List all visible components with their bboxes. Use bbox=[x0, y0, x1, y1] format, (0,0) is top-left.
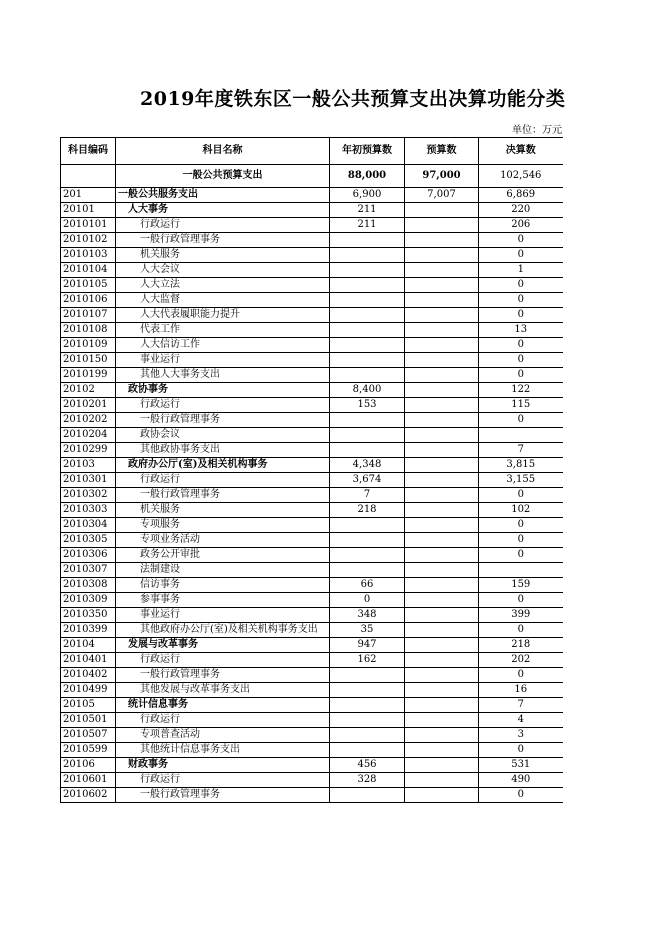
row-final: 3,815 bbox=[479, 458, 563, 473]
table-row bbox=[61, 293, 563, 308]
row-budget bbox=[405, 428, 479, 443]
row-initial-budget: 328 bbox=[330, 773, 405, 788]
row-code: 2010105 bbox=[61, 278, 116, 293]
table-row bbox=[61, 593, 563, 608]
row-name: 人大会议 bbox=[116, 263, 330, 278]
row-name: 信访事务 bbox=[116, 578, 330, 593]
row-code: 2010107 bbox=[61, 308, 116, 323]
row-code: 2010150 bbox=[61, 353, 116, 368]
table-row bbox=[61, 698, 563, 713]
row-initial-budget bbox=[330, 548, 405, 563]
row-final: 0 bbox=[479, 743, 563, 758]
row-initial-budget bbox=[330, 323, 405, 338]
row-initial-budget: 8,400 bbox=[330, 383, 405, 398]
row-name: 政协事务 bbox=[116, 383, 330, 398]
row-final: 1 bbox=[479, 263, 563, 278]
table-row bbox=[61, 398, 563, 413]
table-row bbox=[61, 338, 563, 353]
row-code: 2010101 bbox=[61, 218, 116, 233]
row-name: 人大立法 bbox=[116, 278, 330, 293]
row-final: 531 bbox=[479, 758, 563, 773]
row-code: 2010202 bbox=[61, 413, 116, 428]
table-header-row bbox=[61, 138, 563, 165]
row-code: 2010307 bbox=[61, 563, 116, 578]
row-final: 0 bbox=[479, 308, 563, 323]
row-final: 0 bbox=[479, 548, 563, 563]
row-name: 法制建设 bbox=[116, 563, 330, 578]
row-name: 一般行政管理事务 bbox=[116, 668, 330, 683]
table-row bbox=[61, 413, 563, 428]
row-code: 20103 bbox=[61, 458, 116, 473]
row-initial-budget: 3,674 bbox=[330, 473, 405, 488]
row-initial-budget bbox=[330, 443, 405, 458]
table-row bbox=[61, 743, 563, 758]
row-name: 专项业务活动 bbox=[116, 533, 330, 548]
row-budget bbox=[405, 203, 479, 218]
total-final: 102,546 bbox=[479, 165, 563, 188]
row-code: 2010501 bbox=[61, 713, 116, 728]
table-row bbox=[61, 248, 563, 263]
header-budget: 预算数 bbox=[405, 138, 479, 165]
row-final: 0 bbox=[479, 488, 563, 503]
table-row bbox=[61, 263, 563, 278]
row-budget bbox=[405, 218, 479, 233]
row-budget bbox=[405, 758, 479, 773]
row-budget bbox=[405, 533, 479, 548]
row-budget bbox=[405, 308, 479, 323]
row-name: 人大代表履职能力提升 bbox=[116, 308, 330, 323]
row-initial-budget bbox=[330, 788, 405, 803]
row-name: 其他人大事务支出 bbox=[116, 368, 330, 383]
row-budget bbox=[405, 548, 479, 563]
row-name: 其他政协事务支出 bbox=[116, 443, 330, 458]
table-row bbox=[61, 758, 563, 773]
row-budget bbox=[405, 563, 479, 578]
row-final: 0 bbox=[479, 368, 563, 383]
row-budget bbox=[405, 368, 479, 383]
row-code: 2010299 bbox=[61, 443, 116, 458]
row-name: 代表工作 bbox=[116, 323, 330, 338]
row-name: 一般行政管理事务 bbox=[116, 413, 330, 428]
table-row bbox=[61, 608, 563, 623]
row-final: 0 bbox=[479, 623, 563, 638]
row-initial-budget bbox=[330, 533, 405, 548]
row-final bbox=[479, 563, 563, 578]
row-name: 一般公共服务支出 bbox=[116, 188, 330, 203]
row-initial-budget bbox=[330, 368, 405, 383]
row-initial-budget bbox=[330, 308, 405, 323]
row-budget bbox=[405, 488, 479, 503]
row-code: 20101 bbox=[61, 203, 116, 218]
row-budget: 7,007 bbox=[405, 188, 479, 203]
row-final: 4 bbox=[479, 713, 563, 728]
row-final: 3 bbox=[479, 728, 563, 743]
row-budget bbox=[405, 608, 479, 623]
row-budget bbox=[405, 398, 479, 413]
row-final: 0 bbox=[479, 293, 563, 308]
row-final: 0 bbox=[479, 518, 563, 533]
row-name: 发展与改革事务 bbox=[116, 638, 330, 653]
budget-table bbox=[60, 137, 563, 803]
table-row bbox=[61, 443, 563, 458]
row-final: 16 bbox=[479, 683, 563, 698]
row-name: 政协会议 bbox=[116, 428, 330, 443]
row-name: 其他统计信息事务支出 bbox=[116, 743, 330, 758]
table-row bbox=[61, 503, 563, 518]
table-row bbox=[61, 308, 563, 323]
row-final: 0 bbox=[479, 668, 563, 683]
unit-label: 单位：万元 bbox=[512, 125, 562, 136]
row-initial-budget: 35 bbox=[330, 623, 405, 638]
table-body bbox=[61, 165, 563, 803]
row-final: 399 bbox=[479, 608, 563, 623]
row-initial-budget bbox=[330, 263, 405, 278]
row-budget bbox=[405, 263, 479, 278]
row-code: 2010507 bbox=[61, 728, 116, 743]
row-final: 102 bbox=[479, 503, 563, 518]
row-budget bbox=[405, 788, 479, 803]
row-budget bbox=[405, 278, 479, 293]
table-row bbox=[61, 683, 563, 698]
row-initial-budget: 456 bbox=[330, 758, 405, 773]
row-code: 2010104 bbox=[61, 263, 116, 278]
row-code: 2010350 bbox=[61, 608, 116, 623]
row-budget bbox=[405, 233, 479, 248]
row-initial-budget bbox=[330, 278, 405, 293]
row-final: 218 bbox=[479, 638, 563, 653]
row-name: 行政运行 bbox=[116, 653, 330, 668]
row-name: 人大事务 bbox=[116, 203, 330, 218]
total-initial-budget: 88,000 bbox=[330, 165, 405, 188]
table-row bbox=[61, 563, 563, 578]
row-final: 0 bbox=[479, 413, 563, 428]
row-initial-budget bbox=[330, 248, 405, 263]
row-code: 20104 bbox=[61, 638, 116, 653]
table-row bbox=[61, 458, 563, 473]
row-code: 2010602 bbox=[61, 788, 116, 803]
row-budget bbox=[405, 413, 479, 428]
row-name: 行政运行 bbox=[116, 773, 330, 788]
table-row bbox=[61, 353, 563, 368]
row-initial-budget bbox=[330, 713, 405, 728]
row-initial-budget: 211 bbox=[330, 218, 405, 233]
row-initial-budget: 66 bbox=[330, 578, 405, 593]
row-final: 0 bbox=[479, 278, 563, 293]
row-name: 政务公开审批 bbox=[116, 548, 330, 563]
row-code: 2010199 bbox=[61, 368, 116, 383]
row-budget bbox=[405, 698, 479, 713]
row-initial-budget: 4,348 bbox=[330, 458, 405, 473]
row-initial-budget bbox=[330, 683, 405, 698]
row-name: 事业运行 bbox=[116, 608, 330, 623]
row-budget bbox=[405, 458, 479, 473]
row-code: 2010102 bbox=[61, 233, 116, 248]
table-row bbox=[61, 428, 563, 443]
row-initial-budget: 153 bbox=[330, 398, 405, 413]
row-initial-budget: 218 bbox=[330, 503, 405, 518]
row-final: 7 bbox=[479, 698, 563, 713]
row-final: 220 bbox=[479, 203, 563, 218]
row-final: 0 bbox=[479, 353, 563, 368]
table-row bbox=[61, 773, 563, 788]
row-name: 一般行政管理事务 bbox=[116, 233, 330, 248]
row-code: 2010204 bbox=[61, 428, 116, 443]
row-code: 20105 bbox=[61, 698, 116, 713]
table-row bbox=[61, 728, 563, 743]
row-code: 2010399 bbox=[61, 623, 116, 638]
row-final: 0 bbox=[479, 788, 563, 803]
row-initial-budget: 162 bbox=[330, 653, 405, 668]
row-initial-budget bbox=[330, 413, 405, 428]
row-code: 2010308 bbox=[61, 578, 116, 593]
table-row bbox=[61, 233, 563, 248]
row-final: 0 bbox=[479, 593, 563, 608]
table-row bbox=[61, 668, 563, 683]
row-code: 2010401 bbox=[61, 653, 116, 668]
row-code: 2010499 bbox=[61, 683, 116, 698]
row-code: 2010599 bbox=[61, 743, 116, 758]
table-row bbox=[61, 383, 563, 398]
row-initial-budget: 211 bbox=[330, 203, 405, 218]
row-initial-budget bbox=[330, 338, 405, 353]
row-budget bbox=[405, 518, 479, 533]
row-name: 政府办公厅(室)及相关机构事务 bbox=[116, 458, 330, 473]
row-code: 2010305 bbox=[61, 533, 116, 548]
row-name: 一般行政管理事务 bbox=[116, 788, 330, 803]
row-initial-budget bbox=[330, 293, 405, 308]
row-budget bbox=[405, 623, 479, 638]
table-row bbox=[61, 638, 563, 653]
row-initial-budget bbox=[330, 668, 405, 683]
row-final: 3,155 bbox=[479, 473, 563, 488]
header-initial-budget: 年初预算数 bbox=[330, 138, 405, 165]
row-name: 行政运行 bbox=[116, 713, 330, 728]
row-name: 其他发展与改革事务支出 bbox=[116, 683, 330, 698]
table-row bbox=[61, 518, 563, 533]
table-row bbox=[61, 578, 563, 593]
row-final: 202 bbox=[479, 653, 563, 668]
row-initial-budget: 348 bbox=[330, 608, 405, 623]
row-budget bbox=[405, 383, 479, 398]
row-initial-budget: 6,900 bbox=[330, 188, 405, 203]
row-budget bbox=[405, 668, 479, 683]
row-budget bbox=[405, 638, 479, 653]
row-budget bbox=[405, 443, 479, 458]
row-final: 115 bbox=[479, 398, 563, 413]
table-row bbox=[61, 203, 563, 218]
row-final: 7 bbox=[479, 443, 563, 458]
row-code: 2010302 bbox=[61, 488, 116, 503]
row-code: 2010306 bbox=[61, 548, 116, 563]
row-budget bbox=[405, 323, 479, 338]
row-final: 206 bbox=[479, 218, 563, 233]
row-final: 0 bbox=[479, 248, 563, 263]
table-row bbox=[61, 548, 563, 563]
row-initial-budget bbox=[330, 698, 405, 713]
row-final: 122 bbox=[479, 383, 563, 398]
table-row bbox=[61, 323, 563, 338]
table-row bbox=[61, 788, 563, 803]
total-row bbox=[61, 165, 563, 188]
row-final: 490 bbox=[479, 773, 563, 788]
table-row bbox=[61, 623, 563, 638]
row-name: 事业运行 bbox=[116, 353, 330, 368]
table-row bbox=[61, 218, 563, 233]
row-budget bbox=[405, 653, 479, 668]
table-row bbox=[61, 653, 563, 668]
row-final: 13 bbox=[479, 323, 563, 338]
row-final: 159 bbox=[479, 578, 563, 593]
row-name: 行政运行 bbox=[116, 398, 330, 413]
table-row bbox=[61, 278, 563, 293]
row-budget bbox=[405, 743, 479, 758]
row-final bbox=[479, 428, 563, 443]
row-name: 参事事务 bbox=[116, 593, 330, 608]
row-name: 统计信息事务 bbox=[116, 698, 330, 713]
row-budget bbox=[405, 713, 479, 728]
row-final: 0 bbox=[479, 233, 563, 248]
row-code: 2010106 bbox=[61, 293, 116, 308]
row-name: 机关服务 bbox=[116, 503, 330, 518]
row-budget bbox=[405, 338, 479, 353]
row-name: 行政运行 bbox=[116, 218, 330, 233]
table-row bbox=[61, 713, 563, 728]
row-code: 2010301 bbox=[61, 473, 116, 488]
row-code: 2010304 bbox=[61, 518, 116, 533]
header-code: 科目编码 bbox=[61, 138, 116, 165]
row-name: 其他政府办公厅(室)及相关机构事务支出 bbox=[116, 623, 330, 638]
row-final: 0 bbox=[479, 533, 563, 548]
row-name: 机关服务 bbox=[116, 248, 330, 263]
row-code: 2010109 bbox=[61, 338, 116, 353]
row-initial-budget: 0 bbox=[330, 593, 405, 608]
row-budget bbox=[405, 773, 479, 788]
row-code: 2010303 bbox=[61, 503, 116, 518]
row-initial-budget bbox=[330, 728, 405, 743]
table-row bbox=[61, 473, 563, 488]
row-initial-budget bbox=[330, 428, 405, 443]
row-budget bbox=[405, 353, 479, 368]
row-name: 行政运行 bbox=[116, 473, 330, 488]
row-final: 0 bbox=[479, 338, 563, 353]
page-title: 2019年度铁东区一般公共预算支出决算功能分类 bbox=[140, 88, 566, 110]
row-initial-budget: 7 bbox=[330, 488, 405, 503]
row-name: 财政事务 bbox=[116, 758, 330, 773]
row-code: 2010103 bbox=[61, 248, 116, 263]
row-budget bbox=[405, 293, 479, 308]
row-code: 2010309 bbox=[61, 593, 116, 608]
row-name: 一般行政管理事务 bbox=[116, 488, 330, 503]
table-row bbox=[61, 188, 563, 203]
row-initial-budget: 947 bbox=[330, 638, 405, 653]
total-name: 一般公共预算支出 bbox=[116, 165, 330, 188]
row-initial-budget bbox=[330, 743, 405, 758]
row-budget bbox=[405, 578, 479, 593]
row-code: 2010601 bbox=[61, 773, 116, 788]
row-budget bbox=[405, 248, 479, 263]
row-name: 专项服务 bbox=[116, 518, 330, 533]
row-code: 2010402 bbox=[61, 668, 116, 683]
row-initial-budget bbox=[330, 353, 405, 368]
header-name: 科目名称 bbox=[116, 138, 330, 165]
row-budget bbox=[405, 473, 479, 488]
row-name: 人大监督 bbox=[116, 293, 330, 308]
table-row bbox=[61, 488, 563, 503]
header-final: 决算数 bbox=[479, 138, 563, 165]
row-code: 2010108 bbox=[61, 323, 116, 338]
row-budget bbox=[405, 593, 479, 608]
row-code: 2010201 bbox=[61, 398, 116, 413]
row-code: 20102 bbox=[61, 383, 116, 398]
row-name: 专项普查活动 bbox=[116, 728, 330, 743]
row-initial-budget bbox=[330, 563, 405, 578]
row-budget bbox=[405, 728, 479, 743]
row-code: 20106 bbox=[61, 758, 116, 773]
row-budget bbox=[405, 683, 479, 698]
row-budget bbox=[405, 503, 479, 518]
row-final: 6,869 bbox=[479, 188, 563, 203]
table-row bbox=[61, 533, 563, 548]
row-initial-budget bbox=[330, 233, 405, 248]
row-code: 201 bbox=[61, 188, 116, 203]
total-budget: 97,000 bbox=[405, 165, 479, 188]
row-name: 人大信访工作 bbox=[116, 338, 330, 353]
row-initial-budget bbox=[330, 518, 405, 533]
total-code bbox=[61, 165, 116, 188]
table-row bbox=[61, 368, 563, 383]
